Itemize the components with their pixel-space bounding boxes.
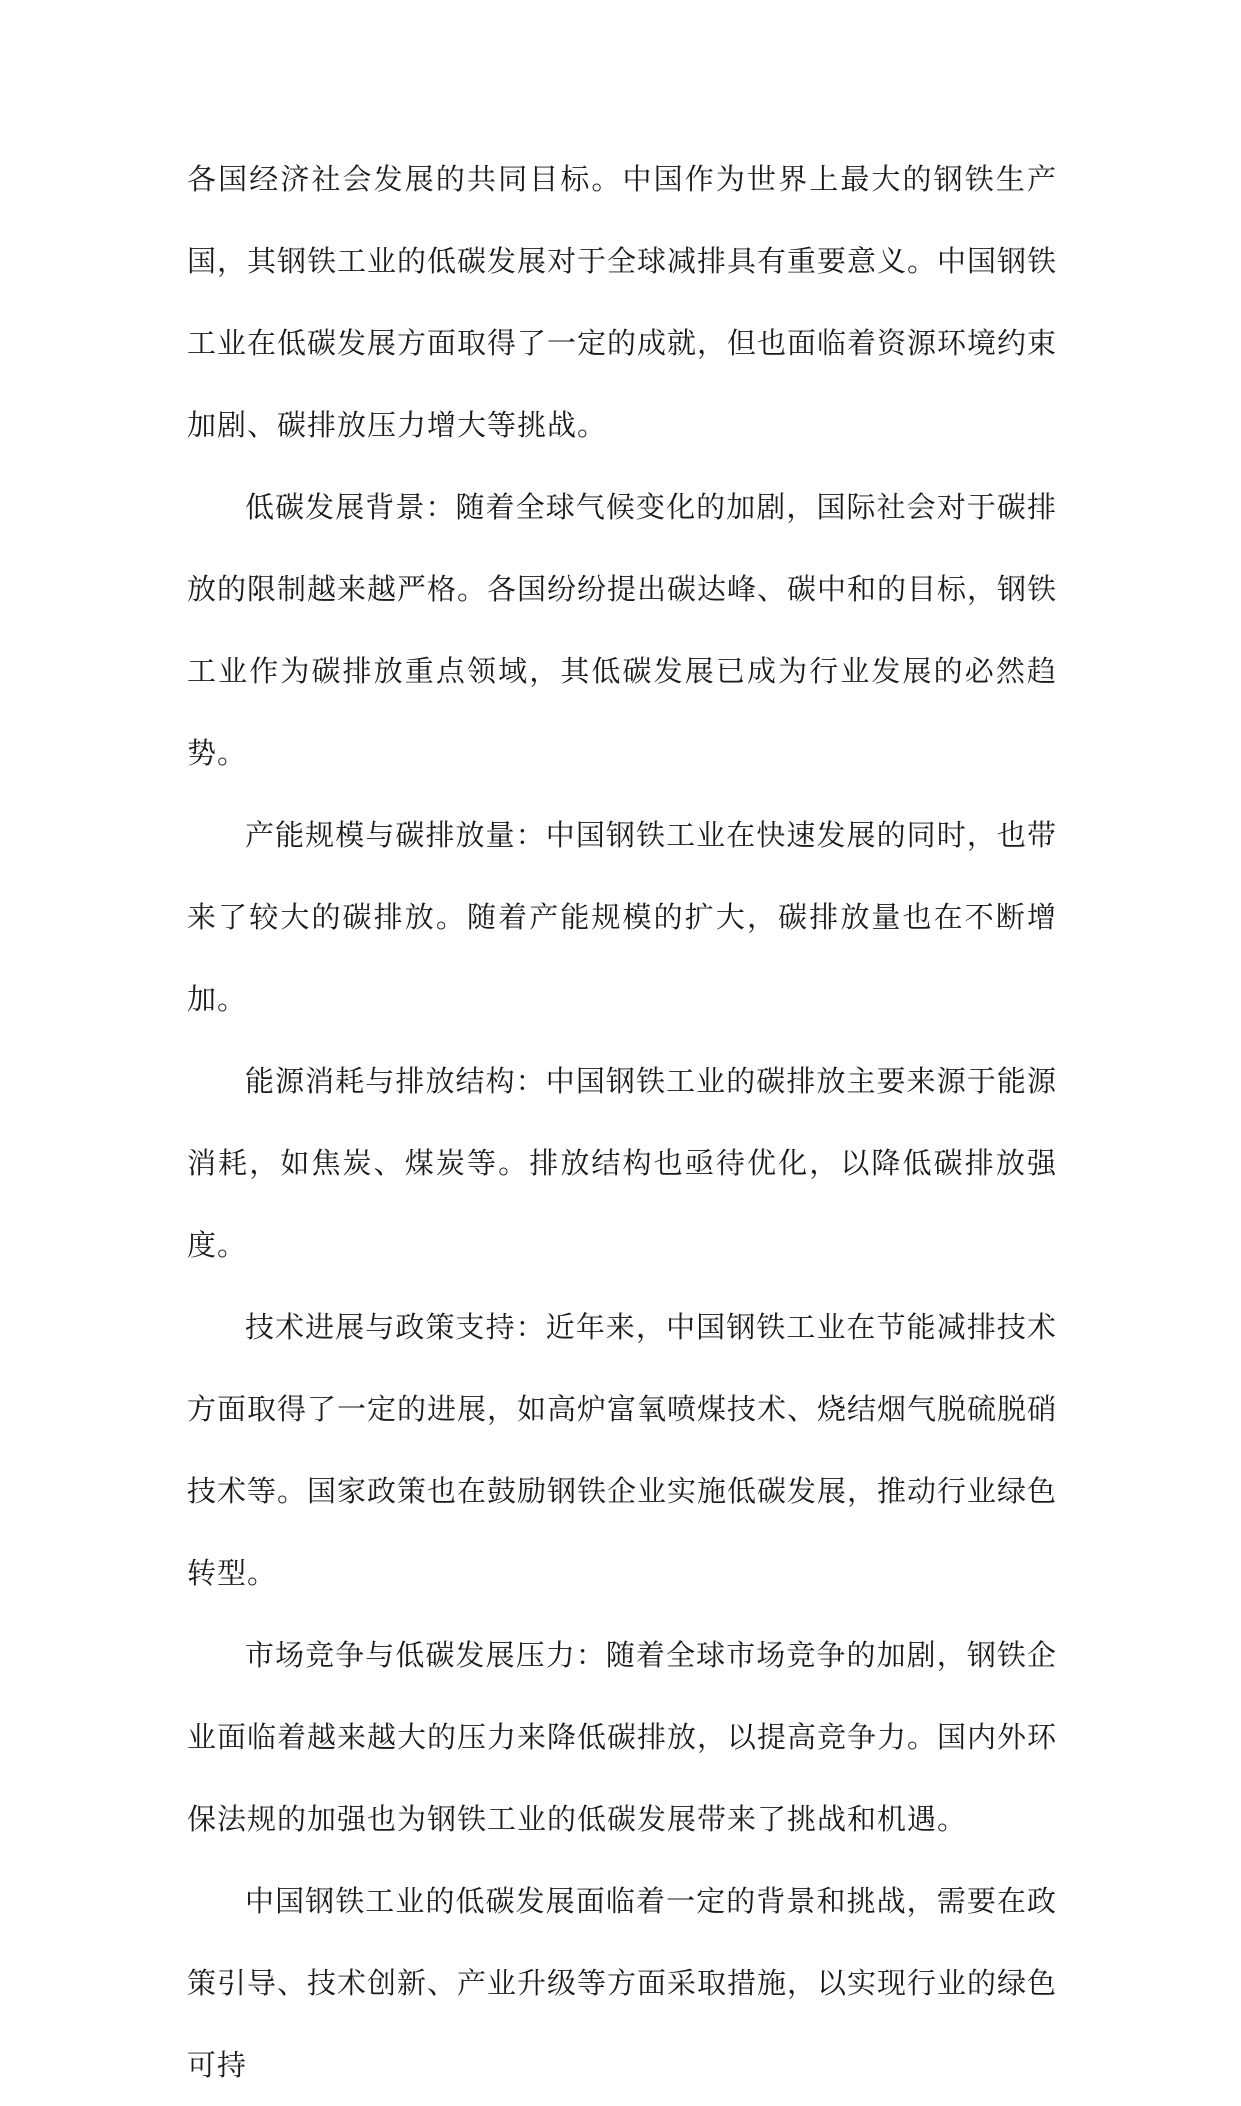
- body-text: [187, 138, 1057, 2106]
- paragraph-capacity-emissions: 产能规模与碳排放量：中国钢铁工业在快速发展的同时，也带来了较大的碳排放。随着产能规模的扩大，碳排放量也在不断增加。: [187, 818, 1057, 1016]
- paragraph-market-competition: 市场竞争与低碳发展压力：随着全球市场竞争的加剧，钢铁企业面临着越来越大的压力来降低碳排放，以提高竞争力。国内外环保法规的加强也为钢铁工业的低碳发展带来了挑战和机遇。: [187, 1638, 1058, 1836]
- paragraph-technology-policy: 技术进展与政策支持：近年来，中国钢铁工业在节能减排技术方面取得了一定的进展，如高炉富氧喷煤技术、烧结烟气脱硫脱硝技术等。国家政策也在鼓励钢铁企业实施低碳发展，推动行业绿色转型。: [187, 1310, 1058, 1590]
- paragraph-continuation: 各国经济社会发展的共同目标。中国作为世界上最大的钢铁生产国，其钢铁工业的低碳发展对于全球减排具有重要意义。中国钢铁工业在低碳发展方面取得了一定的成就，但也面临着资源环境约束加剧、碳排放压力增大等挑战。: [187, 162, 1058, 442]
- paragraph-background: 低碳发展背景：随着全球气候变化的加剧，国际社会对于碳排放的限制越来越严格。各国纷纷提出碳达峰、碳中和的目标，钢铁工业作为碳排放重点领域，其低碳发展已成为行业发展的必然趋势。: [187, 490, 1058, 770]
- paragraph-conclusion: 中国钢铁工业的低碳发展面临着一定的背景和挑战，需要在政策引导、技术创新、产业升级等方面采取措施，以实现行业的绿色可持: [187, 1884, 1058, 2082]
- paragraph-energy-structure: 能源消耗与排放结构：中国钢铁工业的碳排放主要来源于能源消耗，如焦炭、煤炭等。排放结构也亟待优化，以降低碳排放强度。: [187, 1064, 1057, 1262]
